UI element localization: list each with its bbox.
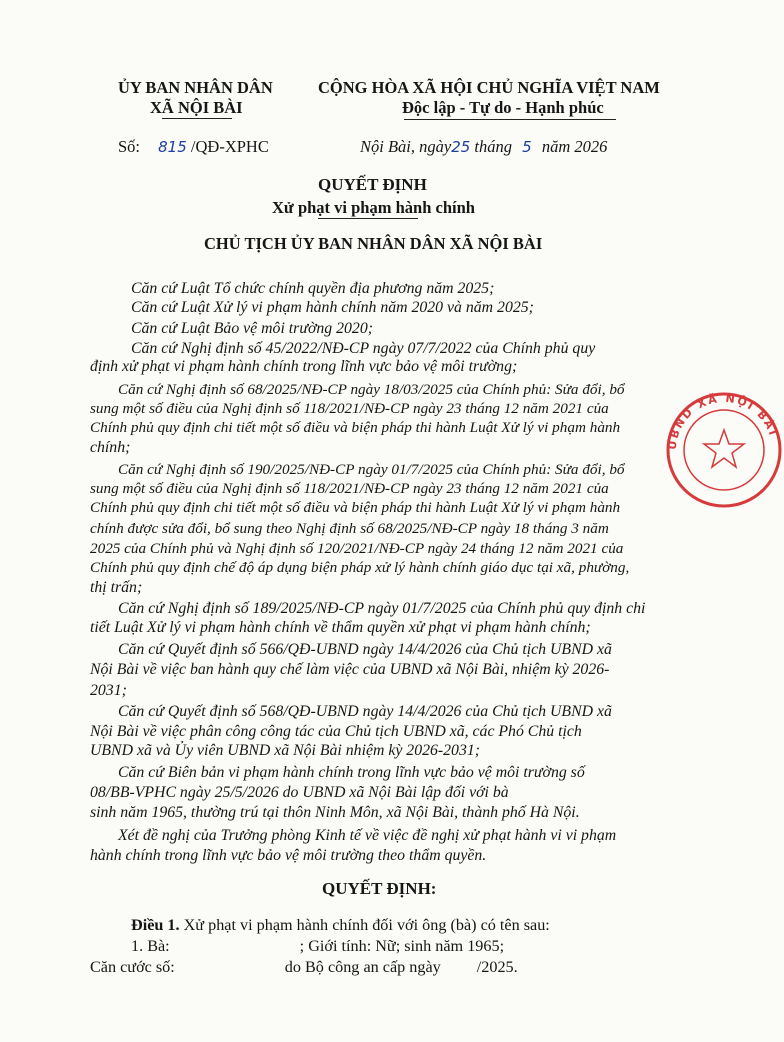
body-line: Chính phủ quy định chi tiết một số điều và biện pháp thi hành Luật Xử lý vi phạm hành [90, 419, 621, 436]
header-right-underline [404, 119, 616, 120]
body-line: UBND xã và Ủy viên UBND xã Nội Bài nhiệm kỳ 2026-2031; [90, 742, 481, 759]
body-line: 08/BB-VPHC ngày 25/5/2026 do UBND xã Nội Bài lập đối với bà [90, 784, 509, 801]
decision-heading: QUYẾT ĐỊNH: [322, 879, 437, 898]
body-line: Nội Bài về việc ban hành quy chế làm việc của UBND xã Nội Bài, nhiệm kỳ 2026- [90, 661, 610, 678]
date-line [360, 137, 607, 157]
date-prefix: Nội Bài, ngày [360, 137, 452, 156]
body-line: Nội Bài về việc phân công công tác của Chủ tịch UBND xã, các Phó Chủ tịch [90, 723, 582, 740]
agency-name: ỦY BAN NHÂN DÂN [118, 78, 273, 97]
body-line: định xử phạt vi phạm hành chính trong lĩnh vực bảo vệ môi trường; [90, 358, 518, 375]
body-line: Căn cứ Nghị định số 189/2025/NĐ-CP ngày 01/7/2025 của Chính phủ quy định chi [118, 600, 646, 617]
body-line: hành chính trong lĩnh vực bảo vệ môi trường theo thẩm quyền. [90, 847, 487, 864]
body-line: Xét đề nghị của Trưởng phòng Kinh tế về việc đề nghị xử phạt hành vi vi phạm [118, 827, 617, 844]
body-line: Căn cứ Nghị định số 45/2022/NĐ-CP ngày 07/7/2022 của Chính phủ quy [131, 340, 596, 357]
commune-name: XÃ NỘI BÀI [150, 98, 243, 117]
doc-number-label: Số: [118, 137, 141, 156]
authority-heading: CHỦ TỊCH ỦY BAN NHÂN DÂN XÃ NỘI BÀI [204, 234, 543, 253]
article-1-item-1 [131, 937, 504, 956]
id-card-line [90, 958, 518, 977]
id-issuer: do Bộ công an cấp ngày [284, 958, 441, 976]
body-line: chính được sửa đổi, bổ sung theo Nghị định số 68/2025/NĐ-CP ngày 18 tháng 3 năm [90, 520, 609, 537]
body-line: Căn cứ Luật Bảo vệ môi trường 2020; [131, 320, 373, 337]
body-line: 2031; [90, 682, 127, 699]
body-line: Căn cứ Luật Xử lý vi phạm hành chính năm 2020 và năm 2025; [131, 299, 534, 316]
body-line: 2025 của Chính phủ và Nghị định số 120/2021/NĐ-CP ngày 24 tháng 12 năm 2021 của [90, 540, 624, 557]
doc-number-suffix: /QĐ-XPHC [190, 137, 269, 156]
document-subtitle: Xử phạt vi phạm hành chính [272, 198, 475, 217]
article-1-label: Điều 1. [131, 916, 180, 934]
national-title: CỘNG HÒA XÃ HỘI CHỦ NGHĨA VIỆT NAM [318, 78, 660, 97]
doc-number [118, 137, 269, 157]
date-year: năm 2026 [541, 137, 608, 156]
date-month-label: tháng [474, 137, 513, 156]
body-line: thị trấn; [90, 579, 143, 596]
seal-inner-ring [684, 410, 764, 490]
id-prefix: Căn cước số: [90, 958, 175, 976]
header-left-underline [162, 118, 232, 119]
subtitle-underline [318, 218, 418, 219]
date-month-handwritten: 5 [522, 138, 532, 156]
body-line: sung một số điều của Nghị định số 118/2021/NĐ-CP ngày 23 tháng 12 năm 2021 của [90, 480, 609, 497]
document-title: QUYẾT ĐỊNH [318, 175, 427, 194]
national-motto: Độc lập - Tự do - Hạnh phúc [402, 98, 604, 117]
item-1-prefix: 1. Bà: [131, 937, 170, 955]
body-line: sinh năm 1965, thường trú tại thôn Ninh Môn, xã Nội Bài, thành phố Hà Nội. [90, 804, 580, 821]
body-line: Căn cứ Quyết định số 568/QĐ-UBND ngày 14/4/2026 của Chủ tịch UBND xã [118, 703, 612, 720]
body-line: Căn cứ Nghị định số 68/2025/NĐ-CP ngày 18/03/2025 của Chính phủ: Sửa đổi, bổ [118, 381, 625, 398]
body-line: chính; [90, 439, 131, 456]
body-line: Căn cứ Quyết định số 566/QĐ-UBND ngày 14/4/2026 của Chủ tịch UBND xã [118, 641, 612, 658]
official-seal-stamp [664, 390, 784, 510]
body-line: Chính phủ quy định chế độ áp dụng biện pháp xử lý hành chính giáo dục tại xã, phường, [90, 559, 630, 576]
body-line: Căn cứ Nghị định số 190/2025/NĐ-CP ngày 01/7/2025 của Chính phủ: Sửa đổi, bổ [118, 461, 625, 478]
date-day-handwritten: 25 [451, 138, 471, 156]
item-1-details: ; Giới tính: Nữ; sinh năm 1965; [299, 937, 505, 955]
article-1 [131, 916, 550, 935]
body-line: Chính phủ quy định chi tiết một số điều và biện pháp thi hành Luật Xử lý vi phạm hành [90, 499, 621, 516]
body-line: sung một số điều của Nghị định số 118/2021/NĐ-CP ngày 23 tháng 12 năm 2021 của [90, 400, 609, 417]
article-1-text: Xử phạt vi phạm hành chính đối với ông (bà) có tên sau: [183, 916, 550, 934]
seal-star-emblem [704, 430, 744, 467]
id-year: /2025. [476, 958, 518, 976]
body-line: Căn cứ Biên bản vi phạm hành chính trong lĩnh vực bảo vệ môi trường số [118, 764, 585, 781]
body-line: tiết Luật Xử lý vi phạm hành chính về thẩm quyền xử phạt vi phạm hành chính; [90, 619, 591, 636]
body-line: Căn cứ Luật Tổ chức chính quyền địa phương năm 2025; [131, 280, 495, 297]
seal-text: UBND XÃ NỘI BÀI [665, 391, 780, 451]
doc-number-handwritten: 815 [158, 138, 187, 156]
